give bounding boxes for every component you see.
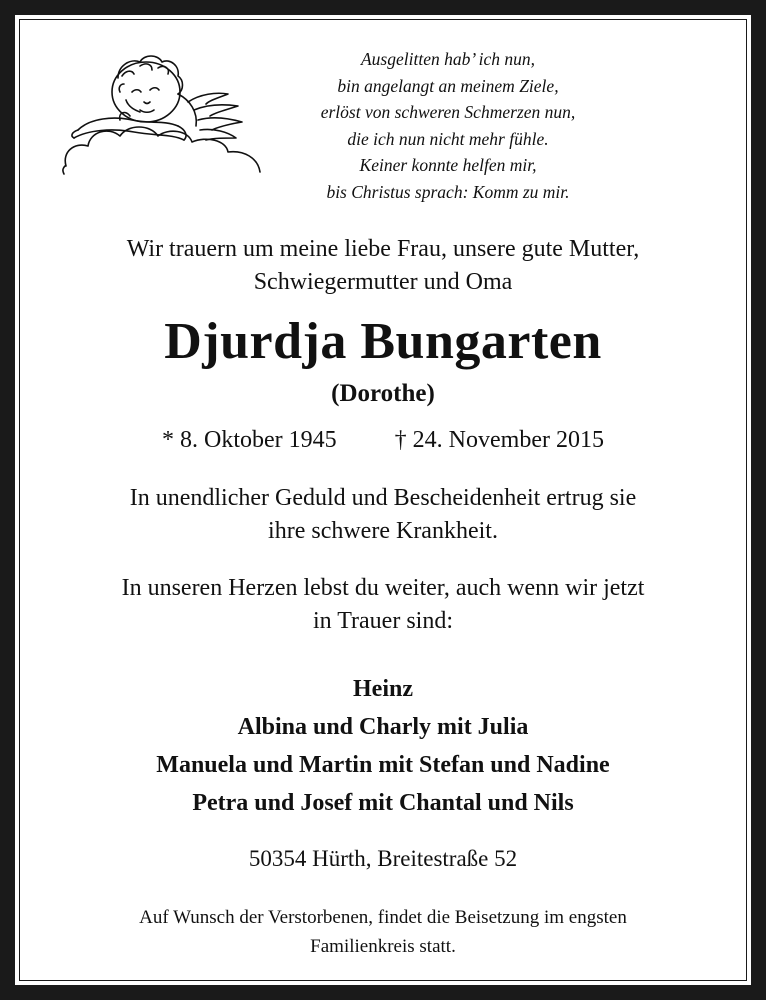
- survivor-entry: Manuela und Martin mit Stefan und Nadine: [156, 752, 610, 778]
- deceased-nickname: (Dorothe): [331, 380, 435, 407]
- survivor-entry: Albina und Charly mit Julia: [237, 714, 529, 740]
- survivor-entry: Petra und Josef mit Chantal und Nils: [192, 790, 574, 816]
- poem-line: bis Christus sprach: Komm zu mir.: [326, 181, 570, 202]
- address: 50354 Hürth, Breitestraße 52: [248, 846, 518, 871]
- mourning-paragraph: [40, 572, 726, 638]
- intro-line: Schwiegermutter und Oma: [253, 269, 513, 295]
- paragraph-line: in Trauer sind:: [312, 608, 453, 634]
- survivors-list: [40, 670, 726, 822]
- angel-icon: [60, 54, 265, 180]
- poem-line: Ausgelitten hab’ ich nun,: [360, 49, 535, 69]
- intro-text: [40, 233, 726, 299]
- poem-line: bin angelangt an meinem Ziele,: [337, 75, 559, 96]
- poem-line: Keiner konnte helfen mir,: [359, 155, 537, 175]
- paragraph-line: In unendlicher Geduld und Bescheidenheit ertrug sie: [129, 485, 637, 511]
- poem-line: die ich nun nicht mehr fühle.: [347, 128, 549, 149]
- life-dates: [40, 424, 726, 456]
- paragraph-line: In unseren Herzen lebst du weiter, auch wenn wir jetzt: [121, 575, 645, 601]
- footer-note: [40, 903, 726, 961]
- birth-date: * 8. Oktober 1945: [162, 427, 337, 453]
- deceased-name: Djurdja Bungarten: [164, 313, 602, 370]
- poem-line: erlöst von schweren Schmerzen nun,: [320, 102, 576, 122]
- footer-line: Familienkreis statt.: [310, 936, 456, 957]
- illness-paragraph: [40, 482, 726, 548]
- paragraph-line: ihre schwere Krankheit.: [268, 518, 498, 544]
- survivor-entry: Heinz: [353, 676, 413, 702]
- footer-line: Auf Wunsch der Verstorbenen, findet die Beisetzung im engsten: [139, 907, 627, 928]
- intro-line: Wir trauern um meine liebe Frau, unsere gute Mutter,: [126, 236, 640, 262]
- poem: [268, 46, 628, 205]
- death-date: † 24. November 2015: [394, 427, 604, 453]
